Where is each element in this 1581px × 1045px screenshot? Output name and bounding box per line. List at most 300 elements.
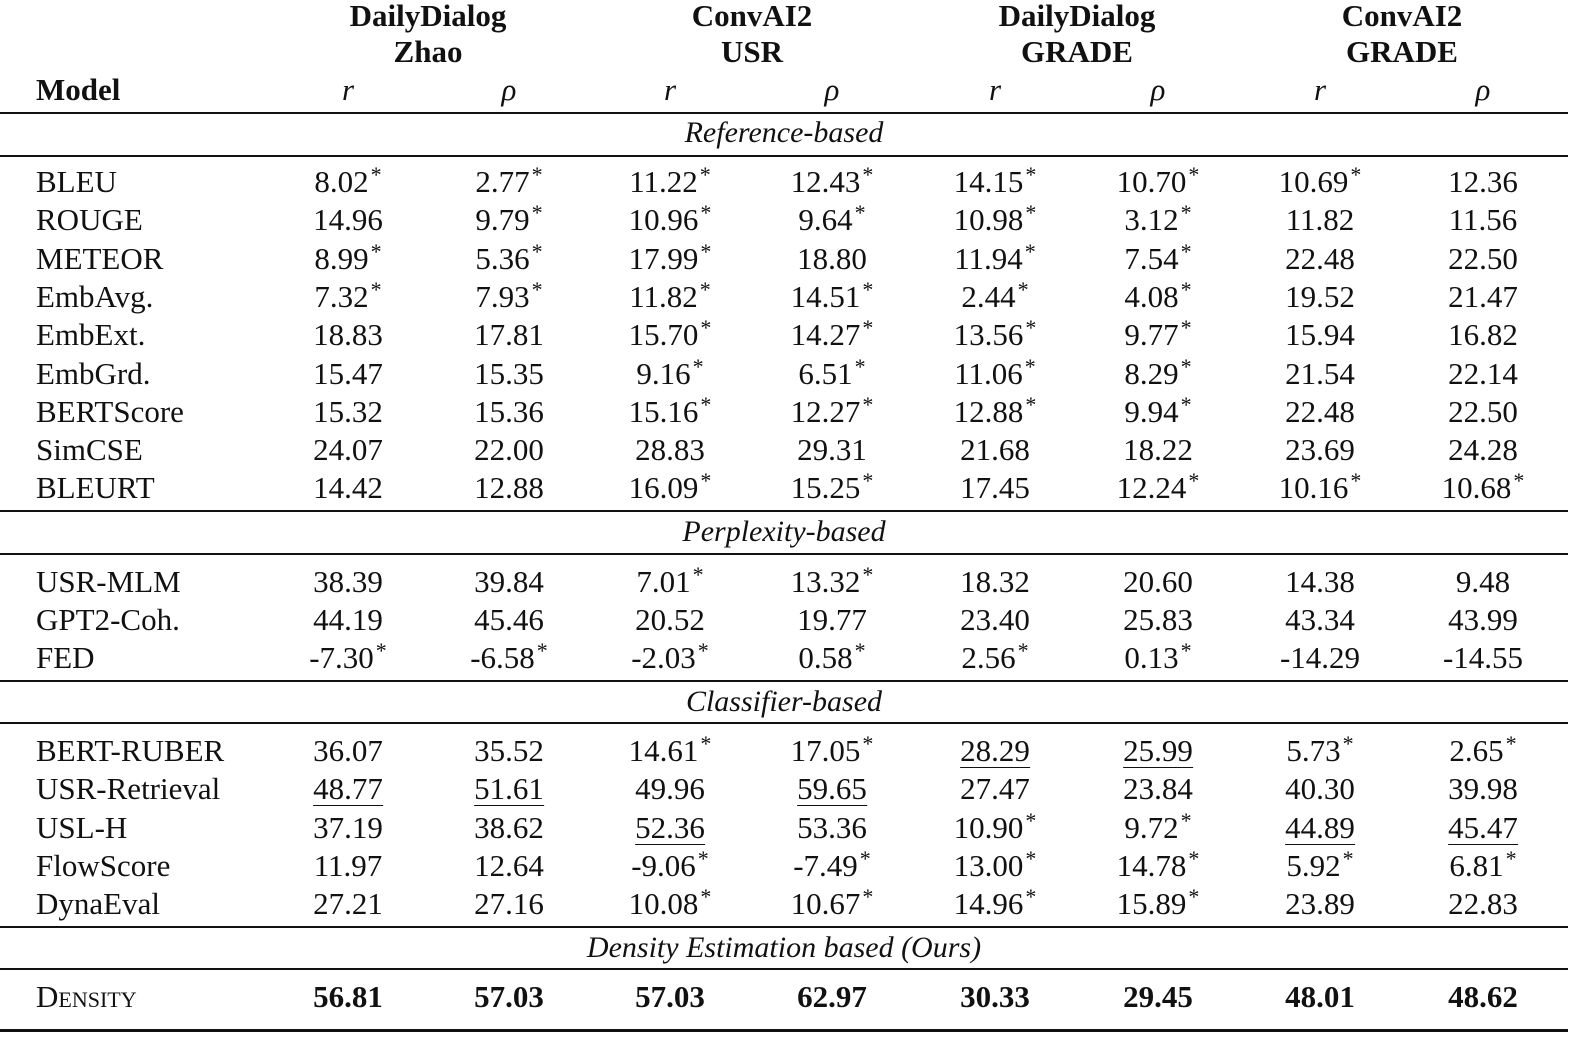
- significance-marker: *: [1188, 162, 1200, 187]
- table-cell: [797, 812, 867, 843]
- cell-value: 43.99: [1448, 602, 1518, 637]
- significance-marker: *: [1188, 884, 1200, 909]
- pearson-header: r: [1313, 72, 1327, 107]
- table-cell: [314, 162, 382, 199]
- table-cell: [1448, 358, 1518, 389]
- cell-value: 20.52: [635, 602, 705, 637]
- cell-value: 11.97: [313, 848, 383, 883]
- table-cell: [629, 162, 711, 199]
- table-cell: [631, 846, 709, 883]
- table-cell: [1448, 981, 1518, 1012]
- cell-value: 28.29: [960, 733, 1030, 768]
- table-cell: [1448, 604, 1518, 635]
- cell-value: 53.36: [797, 810, 867, 845]
- rule-header: [0, 112, 1568, 114]
- cell-value: 25.83: [1123, 602, 1193, 637]
- table-cell: [628, 731, 712, 768]
- table-cell: [1285, 396, 1355, 427]
- cell-value: 14.38: [1285, 564, 1355, 599]
- table-cell: [1124, 200, 1192, 237]
- cell-value: 14.61: [628, 733, 699, 768]
- cell-value: 15.89: [1116, 886, 1187, 921]
- model-name-initial: D: [36, 979, 59, 1014]
- significance-marker: *: [1025, 315, 1037, 340]
- significance-marker: *: [1017, 638, 1029, 663]
- table-cell: [628, 884, 712, 921]
- group-header-3-line2: GRADE: [1021, 34, 1133, 69]
- significance-marker: *: [1180, 354, 1192, 379]
- cell-value: 52.36: [635, 810, 705, 845]
- significance-marker: *: [1024, 354, 1036, 379]
- table-cell: [635, 981, 705, 1012]
- cell-value: -7.49: [793, 848, 858, 883]
- cell-value: 22.50: [1448, 241, 1518, 276]
- table-cell: [1448, 773, 1518, 804]
- cell-value: 23.89: [1285, 886, 1355, 921]
- significance-marker: *: [1180, 638, 1192, 663]
- table-cell: [1124, 354, 1192, 391]
- cell-value: 14.96: [313, 202, 383, 237]
- table-cell: [474, 812, 544, 843]
- model-name: USL-H: [36, 810, 128, 845]
- cell-value: 21.54: [1285, 356, 1355, 391]
- group-header-2-line1: ConvAI2: [691, 0, 813, 33]
- group-header-4-line2: GRADE: [1346, 34, 1458, 69]
- cell-value: 45.46: [474, 602, 544, 637]
- table-cell: [628, 239, 712, 276]
- cell-value: 17.05: [790, 733, 861, 768]
- significance-marker: *: [862, 392, 874, 417]
- cell-value: 20.60: [1123, 564, 1193, 599]
- significance-marker: *: [1505, 731, 1517, 756]
- significance-marker: *: [862, 562, 874, 587]
- cell-value: -6.58: [470, 640, 535, 675]
- group-header-2-line2: USR: [720, 34, 784, 69]
- table-cell: [953, 162, 1037, 199]
- table-cell: [790, 277, 874, 314]
- table-cell: [474, 434, 544, 465]
- table-cell: [1456, 566, 1510, 597]
- cell-value: 10.96: [628, 202, 699, 237]
- cell-value: 19.77: [797, 602, 867, 637]
- cell-value: 15.94: [1285, 317, 1355, 352]
- table-cell: [1278, 468, 1362, 505]
- cell-value: 57.03: [474, 979, 544, 1014]
- model-name: BERT-RUBER: [36, 733, 225, 768]
- table-cell: [1448, 243, 1518, 274]
- table-cell: [797, 243, 867, 274]
- cell-value: 30.33: [960, 979, 1030, 1014]
- table-cell: [1124, 239, 1192, 276]
- table-cell: [790, 392, 874, 429]
- cell-value: 12.24: [1116, 470, 1187, 505]
- table-cell: [475, 200, 543, 237]
- table-cell: [1443, 642, 1523, 673]
- significance-marker: *: [1350, 162, 1362, 187]
- table-cell: [474, 773, 544, 806]
- table-cell: [474, 319, 544, 350]
- cell-value: 16.09: [628, 470, 699, 505]
- cell-value: 11.56: [1448, 202, 1518, 237]
- cell-value: 5.73: [1286, 733, 1341, 768]
- table-cell: [1285, 358, 1355, 389]
- table-cell: [1123, 735, 1193, 768]
- table-cell: [953, 315, 1037, 352]
- significance-marker: *: [700, 392, 712, 417]
- table-cell: [790, 468, 874, 505]
- cell-value: 10.68: [1441, 470, 1512, 505]
- cell-value: 11.94: [954, 241, 1023, 276]
- cell-value: -9.06: [631, 848, 696, 883]
- table-cell: [635, 604, 705, 635]
- cell-value: 7.54: [1124, 241, 1179, 276]
- table-cell: [961, 638, 1029, 675]
- significance-marker: *: [1025, 392, 1037, 417]
- cell-value: 59.65: [797, 771, 867, 806]
- cell-value: -14.29: [1279, 640, 1361, 675]
- significance-marker: *: [1025, 884, 1037, 909]
- table-cell: [309, 638, 387, 675]
- table-cell: [1286, 731, 1354, 768]
- model-name: USR-Retrieval: [36, 771, 221, 806]
- cell-value: -14.55: [1442, 640, 1524, 675]
- cell-value: 9.79: [475, 202, 530, 237]
- model-name: USR-MLM: [36, 564, 181, 599]
- significance-marker: *: [862, 277, 874, 302]
- significance-marker: *: [1513, 468, 1525, 493]
- group-header-4-line1: ConvAI2: [1341, 0, 1463, 33]
- table-cell: [635, 812, 705, 845]
- table-cell: [474, 981, 544, 1012]
- cell-value: 10.16: [1278, 470, 1349, 505]
- section-title-density: Density Estimation based (Ours): [586, 931, 982, 964]
- model-name: FlowScore: [36, 848, 171, 883]
- cell-value: 7.32: [314, 279, 369, 314]
- table-cell: [960, 735, 1030, 768]
- significance-marker: *: [1180, 808, 1192, 833]
- section-title-perplexity: Perplexity-based: [682, 515, 886, 548]
- table-cell: [954, 239, 1036, 276]
- table-cell: [961, 277, 1029, 314]
- table-cell: [635, 773, 705, 804]
- cell-value: 14.96: [953, 886, 1024, 921]
- cell-value: -2.03: [631, 640, 696, 675]
- table-cell: [1123, 434, 1193, 465]
- significance-marker: *: [700, 468, 712, 493]
- cell-value: 22.00: [474, 432, 544, 467]
- table-cell: [313, 204, 383, 235]
- cell-value: 9.16: [636, 356, 691, 391]
- table-cell: [635, 434, 705, 465]
- significance-marker: *: [1180, 200, 1192, 225]
- table-cell: [1448, 434, 1518, 465]
- cell-value: 22.14: [1448, 356, 1518, 391]
- section-title-reference: Reference-based: [684, 116, 884, 149]
- cell-value: 7.01: [636, 564, 691, 599]
- table-cell: [470, 638, 548, 675]
- cell-value: 0.58: [798, 640, 853, 675]
- table-cell: [313, 981, 383, 1012]
- table-cell: [793, 846, 871, 883]
- significance-marker: *: [370, 239, 382, 264]
- cell-value: 45.47: [1448, 810, 1518, 845]
- significance-marker: *: [1025, 200, 1037, 225]
- cell-value: 12.88: [474, 470, 544, 505]
- cell-value: 37.19: [313, 810, 383, 845]
- significance-marker: *: [699, 277, 711, 302]
- spearman-header: ρ: [1150, 72, 1166, 107]
- table-cell: [797, 981, 867, 1012]
- table-cell: [790, 731, 874, 768]
- model-name: FED: [36, 640, 95, 675]
- cell-value: 8.02: [314, 164, 369, 199]
- table-cell: [313, 319, 383, 350]
- cell-value: 17.81: [474, 317, 544, 352]
- table-cell: [1441, 468, 1525, 505]
- group-header-1-line1: DailyDialog: [349, 0, 507, 33]
- cell-value: 48.77: [313, 771, 383, 806]
- significance-marker: *: [536, 638, 548, 663]
- cell-value: 27.16: [474, 886, 544, 921]
- cell-value: 56.81: [313, 979, 383, 1014]
- table-cell: [1285, 319, 1355, 350]
- table-cell: [960, 472, 1030, 503]
- table-cell: [1449, 204, 1518, 235]
- table-cell: [1116, 884, 1200, 921]
- cell-value: 13.32: [790, 564, 861, 599]
- rule-section: [0, 155, 1568, 157]
- cell-value: 9.72: [1124, 810, 1179, 845]
- table-cell: [1448, 888, 1518, 919]
- table-cell: [1124, 315, 1192, 352]
- significance-marker: *: [854, 354, 866, 379]
- table-cell: [1124, 392, 1192, 429]
- table-cell: [960, 566, 1030, 597]
- pearson-header: r: [663, 72, 677, 107]
- table-cell: [314, 239, 382, 276]
- cell-value: 14.78: [1116, 848, 1187, 883]
- cell-value: 15.16: [628, 394, 699, 429]
- cell-value: 12.64: [474, 848, 544, 883]
- cell-value: 23.69: [1285, 432, 1355, 467]
- cell-value: 15.70: [628, 317, 699, 352]
- cell-value: 10.98: [953, 202, 1024, 237]
- table-cell: [1448, 319, 1518, 350]
- cell-value: 43.34: [1285, 602, 1355, 637]
- cell-value: 9.77: [1124, 317, 1179, 352]
- significance-marker: *: [854, 638, 866, 663]
- cell-value: 11.06: [954, 356, 1023, 391]
- cell-value: 11.22: [629, 164, 698, 199]
- cell-value: 16.82: [1448, 317, 1518, 352]
- cell-value: 48.01: [1285, 979, 1355, 1014]
- spearman-header: ρ: [501, 72, 517, 107]
- cell-value: 11.82: [629, 279, 698, 314]
- significance-marker: *: [700, 239, 712, 264]
- table-cell: [313, 888, 383, 919]
- table-cell: [798, 200, 866, 237]
- cell-value: 14.15: [953, 164, 1024, 199]
- cell-value: 15.47: [313, 356, 383, 391]
- significance-marker: *: [862, 315, 874, 340]
- rule-section: [0, 510, 1568, 512]
- cell-value: 24.28: [1448, 432, 1518, 467]
- model-name: EmbGrd.: [36, 356, 151, 391]
- significance-marker: *: [1025, 846, 1037, 871]
- table-cell: [474, 472, 544, 503]
- table-cell: [960, 773, 1030, 804]
- model-name: BERTScore: [36, 394, 184, 429]
- cell-value: 15.32: [313, 394, 383, 429]
- cell-value: 22.50: [1448, 394, 1518, 429]
- model-name: EmbExt.: [36, 317, 146, 352]
- rule-section: [0, 553, 1568, 555]
- rule-section: [0, 926, 1568, 928]
- cell-value: 5.36: [475, 241, 530, 276]
- significance-marker: *: [697, 846, 709, 871]
- table-cell: [474, 604, 544, 635]
- significance-marker: *: [700, 884, 712, 909]
- table-cell: [1124, 808, 1192, 845]
- rule-section: [0, 722, 1568, 724]
- cell-value: 10.67: [790, 886, 861, 921]
- significance-marker: *: [1342, 846, 1354, 871]
- model-name-smallcaps: ENSITY: [58, 987, 137, 1012]
- pearson-header: r: [988, 72, 1002, 107]
- table-cell: [953, 846, 1037, 883]
- table-cell: [629, 277, 711, 314]
- significance-marker: *: [1180, 315, 1192, 340]
- cell-value: 14.27: [790, 317, 861, 352]
- model-name: DynaEval: [36, 886, 160, 921]
- table-cell: [1285, 773, 1355, 804]
- table-cell: [1448, 396, 1518, 427]
- table-cell: [475, 162, 543, 199]
- cell-value: 3.12: [1124, 202, 1179, 237]
- model-name: [36, 981, 137, 1012]
- cell-value: 10.08: [628, 886, 699, 921]
- table-cell: [790, 162, 874, 199]
- table-cell: [960, 981, 1030, 1012]
- cell-value: 12.27: [790, 394, 861, 429]
- model-column-header: Model: [36, 72, 121, 107]
- table-cell: [313, 812, 383, 843]
- cell-value: 6.81: [1449, 848, 1504, 883]
- cell-value: 27.47: [960, 771, 1030, 806]
- cell-value: 9.48: [1455, 564, 1511, 599]
- table-cell: [1285, 981, 1355, 1012]
- cell-value: 9.64: [798, 202, 853, 237]
- table-cell: [313, 472, 383, 503]
- table-cell: [953, 884, 1037, 921]
- table-cell: [314, 850, 383, 881]
- cell-value: 7.93: [475, 279, 530, 314]
- table-cell: [313, 604, 383, 635]
- cell-value: 0.13: [1124, 640, 1179, 675]
- significance-marker: *: [1017, 277, 1029, 302]
- cell-value: 19.52: [1285, 279, 1355, 314]
- table-cell: [1285, 566, 1355, 597]
- spearman-header: ρ: [1475, 72, 1491, 107]
- significance-marker: *: [699, 162, 711, 187]
- table-cell: [790, 315, 874, 352]
- rule-bottom: [0, 1029, 1568, 1032]
- table-cell: [475, 277, 543, 314]
- significance-marker: *: [1342, 731, 1354, 756]
- cell-value: 5.92: [1286, 848, 1341, 883]
- cell-value: 49.96: [635, 771, 705, 806]
- significance-marker: *: [692, 562, 704, 587]
- cell-value: 13.00: [953, 848, 1024, 883]
- table-cell: [954, 354, 1036, 391]
- cell-value: 15.36: [474, 394, 544, 429]
- model-name: BLEURT: [36, 470, 155, 505]
- cell-value: 22.48: [1285, 241, 1355, 276]
- cell-value: 2.65: [1449, 733, 1504, 768]
- table-cell: [474, 888, 544, 919]
- cell-value: 10.90: [953, 810, 1024, 845]
- cell-value: 44.19: [313, 602, 383, 637]
- model-name: BLEU: [36, 164, 117, 199]
- table-cell: [474, 358, 544, 389]
- cell-value: 15.35: [474, 356, 544, 391]
- table-cell: [313, 735, 383, 766]
- cell-value: 22.83: [1448, 886, 1518, 921]
- table-cell: [1280, 642, 1360, 673]
- cell-value: 14.51: [790, 279, 861, 314]
- cell-value: 17.45: [960, 470, 1030, 505]
- table-cell: [636, 562, 704, 599]
- cell-value: 25.99: [1123, 733, 1193, 768]
- cell-value: 13.56: [953, 317, 1024, 352]
- table-cell: [1448, 166, 1518, 197]
- table-cell: [1285, 604, 1355, 635]
- model-name: METEOR: [36, 241, 164, 276]
- table-cell: [628, 315, 712, 352]
- table-cell: [631, 638, 709, 675]
- significance-marker: *: [1505, 846, 1517, 871]
- cell-value: 44.89: [1285, 810, 1355, 845]
- cell-value: 10.70: [1116, 164, 1187, 199]
- table-cell: [960, 604, 1030, 635]
- group-header-3-line1: DailyDialog: [998, 0, 1156, 33]
- cell-value: 2.77: [475, 164, 530, 199]
- model-name: EmbAvg.: [36, 279, 154, 314]
- cell-value: 21.68: [960, 432, 1030, 467]
- table-cell: [1278, 162, 1362, 199]
- cell-value: 10.69: [1278, 164, 1349, 199]
- table-cell: [628, 468, 712, 505]
- table-cell: [1448, 812, 1518, 845]
- table-cell: [1448, 281, 1518, 312]
- model-name: SimCSE: [36, 432, 143, 467]
- table-cell: [1286, 204, 1355, 235]
- significance-marker: *: [531, 200, 543, 225]
- cell-value: 17.99: [628, 241, 699, 276]
- significance-marker: *: [531, 277, 543, 302]
- table-cell: [1124, 638, 1192, 675]
- table-cell: [1123, 981, 1193, 1012]
- table-cell: [628, 392, 712, 429]
- cell-value: 48.62: [1448, 979, 1518, 1014]
- table-cell: [313, 358, 383, 389]
- table-cell: [797, 434, 867, 465]
- rule-section: [0, 968, 1568, 970]
- table-cell: [1285, 812, 1355, 845]
- cell-value: 35.52: [474, 733, 544, 768]
- significance-marker: *: [862, 884, 874, 909]
- cell-value: 38.39: [313, 564, 383, 599]
